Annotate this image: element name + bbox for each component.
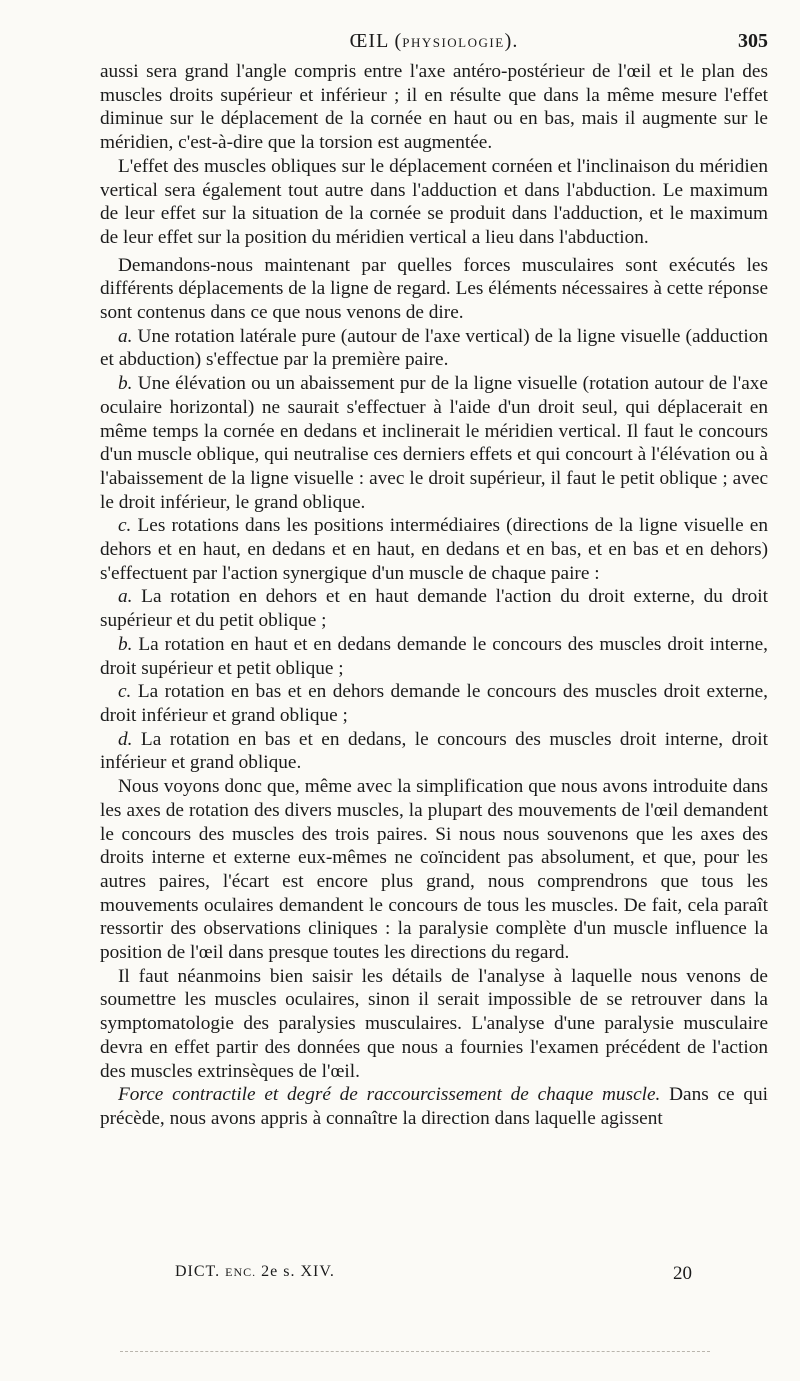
list-item-text: Une élévation ou un abaissement pur de la ligne visuelle (rotation autour de l'axe oculaire horizontal) ne saurait s'effectuer à l'aide d'un droit seul, qui déplacerait en même temps la cornée en dedans et inclinerait le méridien vertical. Il faut le concours d'un muscle oblique, qui neutralise ces derniers effets et qui concourt à l'élévation ou à l'abaissement de la ligne visuelle : avec le droit supérieur, il faut le petit oblique ; avec le droit inférieur, le grand oblique.: [100, 373, 768, 513]
sublist-item-text: La rotation en dehors et en haut demande l'action du droit externe, du droit supérieur et du petit oblique ;: [100, 586, 768, 632]
sublist-marker: b.: [118, 633, 133, 655]
sublist-item-d: [100, 728, 768, 775]
page-footer: [100, 1263, 768, 1287]
sublist-marker: c.: [118, 681, 132, 703]
list-item-b: [100, 372, 768, 514]
signature-small: ENC.: [225, 1265, 257, 1279]
paragraph-2: L'effet des muscles obliques sur le déplacement cornéen et l'inclinaison du méridien vertical sera également tout autre dans l'adduction et dans l'abduction. Le maximum de leur effet sur la situation de la cornée se produit dans l'adduction, et le maximum de leur effet sur la position du méridien vertical a lieu dans l'abduction.: [100, 155, 768, 248]
list-marker: c.: [118, 515, 132, 537]
list-item-text: Les rotations dans les positions intermédiaires (directions de la ligne visuelle en dehors et en haut, en dedans et en haut, en dedans et en bas, et en bas et en dehors) s'effectuent par l'action synergique d'un muscle de chaque paire :: [100, 515, 768, 584]
sublist-item-b: [100, 633, 768, 680]
sublist-item-c: [100, 680, 768, 727]
signature-mark: [175, 1263, 335, 1281]
paragraph-6-text: Dans ce qui précède, nous avons appris à connaître la direction dans laquelle agissent: [100, 1084, 768, 1129]
sublist-item-text: La rotation en bas et en dedans, le concours des muscles droit interne, droit inférieur et grand oblique.: [100, 728, 768, 774]
sublist-item-text: La rotation en haut et en dedans demande le concours des muscles droit interne, droit supérieur et petit oblique ;: [100, 633, 768, 679]
running-head-end: ).: [504, 30, 519, 52]
sublist-marker: d.: [118, 728, 133, 750]
list-marker: a.: [118, 325, 133, 347]
sublist-marker: a.: [118, 586, 133, 608]
sublist-item-text: La rotation en bas et en dehors demande le concours des muscles droit externe, droit inférieur et grand oblique ;: [100, 681, 768, 726]
list-item-text: Une rotation latérale pure (autour de l'axe vertical) de la ligne visuelle (adduction et abduction) s'effectue par la première paire.: [100, 325, 768, 371]
sheet-number: 20: [673, 1263, 692, 1284]
paragraph-1: aussi sera grand l'angle compris entre l'axe antéro-postérieur de l'œil et le plan des muscles droits supérieur et inférieur ; il en résulte que dans la même mesure l'effet diminue sur le déplacement de la cornée en haut ou en bas, mais il augmente sur le méridien, c'est-à-dire que la torsion est augmentée.: [100, 61, 768, 154]
signature-rest: 2e s. XIV.: [256, 1263, 335, 1280]
running-head: [100, 30, 768, 53]
page-number: 305: [738, 30, 768, 52]
list-item-c: [100, 514, 768, 585]
paragraph-6: [100, 1083, 768, 1130]
bottom-rule: [120, 1351, 710, 1352]
section-heading: Force contractile et degré de raccourcissement de chaque muscle.: [118, 1084, 661, 1106]
paragraph-5: Il faut néanmoins bien saisir les détails de l'analyse à laquelle nous venons de soumettre les muscles oculaires, sinon il serait impossible de se retrouver dans la symptomatologie des paralysies musculaires. L'analyse d'une paralysie musculaire devra en effet partir des données que nous a fournies l'examen précédent de l'action des muscles extrinsèques de l'œil.: [100, 965, 768, 1082]
list-item-a: [100, 325, 768, 372]
running-head-subtitle: PHYSIOLOGIE: [402, 35, 505, 50]
paragraph-4: Nous voyons donc que, même avec la simplification que nous avons introduite dans les axes de rotation des divers muscles, la plupart des mouvements de l'œil demandent le concours des muscles des trois paires. Si nous nous souvenons que les axes des droits interne et externe eux-mêmes ne coïncident pas absolument, et que, pour les autres paires, l'écart est encore plus grand, nous comprendrons que tous les mouvements oculaires demandent le concours de tous les muscles. De fait, cela paraît ressortir des observations cliniques : la paralysie complète d'un muscle influence la position de l'œil dans presque toutes les directions du regard.: [100, 776, 768, 964]
page-body: [100, 60, 768, 1131]
running-head-title: ŒIL (: [349, 30, 403, 52]
paragraph-3: Demandons-nous maintenant par quelles forces musculaires sont exécutés les différents déplacements de la ligne de regard. Les éléments nécessaires à cette réponse sont contenus dans ce que nous venons de dire.: [100, 254, 768, 324]
list-marker: b.: [118, 373, 133, 395]
sublist-item-a: [100, 585, 768, 632]
page-header: [100, 28, 768, 58]
signature-prefix: DICT.: [175, 1263, 226, 1280]
